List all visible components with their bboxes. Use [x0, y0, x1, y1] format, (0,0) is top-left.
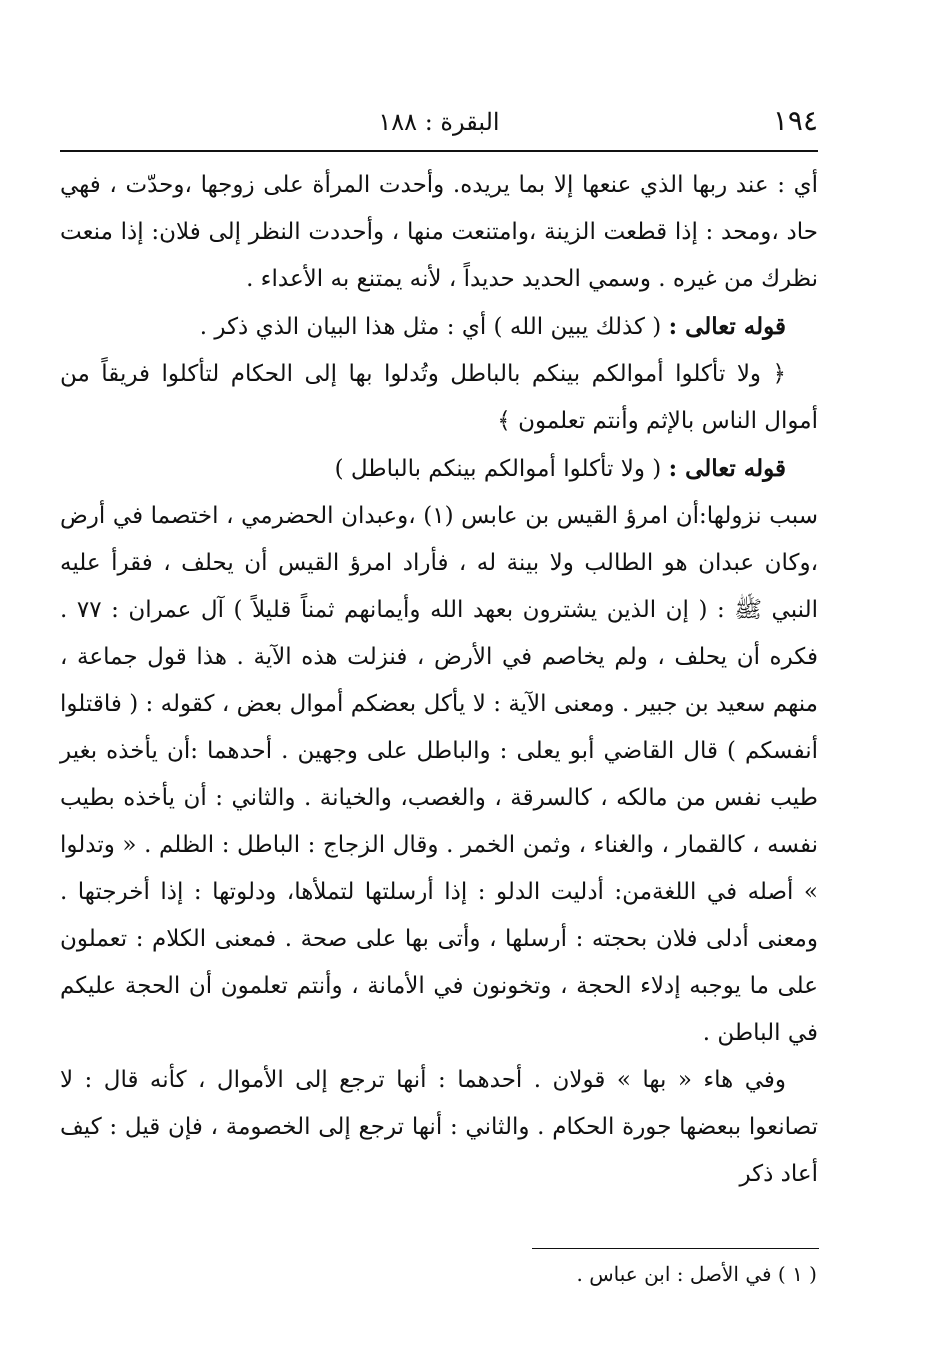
paragraph-4	[60, 445, 818, 493]
verse-label: قوله تعالى :	[668, 455, 786, 482]
paragraph-2-text: ( كذلك يبين الله ) أي : مثل هذا البيان الذي ذكر .	[199, 314, 662, 340]
paragraph-1: أي : عند ربها الذي عنعها إلا بما يريده. وأحدت المرأة على زوجها ،وحدّت ، فهي حاد ،ومحد : إذا قطعت الزينة ،وامتنعت منها ، وأحددت النظر إلى فلان: إذا منعت نظرك من غيره . وسمي الحديد حديداً ، لأنه يمتنع به الأعداء .	[60, 172, 818, 292]
paragraph-4-text: ( ولا تأكلوا أموالكم بينكم بالباطل )	[334, 456, 662, 482]
page-header	[60, 100, 818, 148]
paragraph-2	[60, 303, 818, 351]
body-text	[60, 162, 818, 1198]
page-number: ١٩٤	[772, 104, 818, 137]
quran-verse: ﴿ ولا تأكلوا أموالكم بينكم بالباطل وتُدلوا بها إلى الحكام لتأكلوا فريقاً من أموال الناس بالإثم وأنتم تعلمون ﴾	[60, 361, 818, 434]
header-rule	[60, 150, 818, 152]
paragraph-6: وفي هاء « بها » قولان . أحدهما : أنها ترجع إلى الأموال ، كأنه قال : لا تصانعوا ببعضها جورة الحكام . والثاني : أنها ترجع إلى الخصومة ، فإن قيل : كيف أعاد ذكر	[60, 1067, 818, 1187]
verse-label: قوله تعالى :	[668, 313, 786, 340]
running-head: البقرة : ١٨٨	[378, 108, 500, 136]
footnote-rule	[532, 1248, 819, 1249]
footnote: ( ١ ) في الأصل : ابن عباس .	[576, 1262, 817, 1286]
paragraph-5: سبب نزولها:أن امرؤ القيس بن عابس (١) ،وعبدان الحضرمي ، اختصما في أرض ،وكان عبدان هو الطالب ولا بينة له ، فأراد امرؤ القيس أن يحلف ، فقرأ عليه النبي ﷺ : ( إن الذين يشترون بعهد الله وأيمانهم ثمناً قليلاً ) آل عمران : ٧٧ . فكره أن يحلف ، ولم يخاصم في الأرض ، فنزلت هذه الآية . هذا قول جماعة ، منهم سعيد بن جبير . ومعنى الآية : لا يأكل بعضكم أموال بعض ، كقوله : ( فاقتلوا أنفسكم ) قال القاضي أبو يعلى : والباطل على وجهين . أحدهما :أن يأخذه بغير طيب نفس من مالكه ، كالسرقة ، والغصب، والخيانة . والثاني : أن يأخذه بطيب نفسه ، كالقمار ، والغناء ، وثمن الخمر . وقال الزجاج : الباطل : الظلم . « وتدلوا » أصله في اللغةمن: أدليت الدلو : إذا أرسلتها لتملأها، ودلوتها : إذا أخرجتها . ومعنى أدلى فلان بحجته : أرسلها ، وأتى بها على صحة . فمعنى الكلام : تعملون على ما يوجبه إدلاء الحجة ، وتخونون في الأمانة ، وأنتم تعلمون أن الحجة عليكم في الباطن .	[60, 503, 818, 1046]
